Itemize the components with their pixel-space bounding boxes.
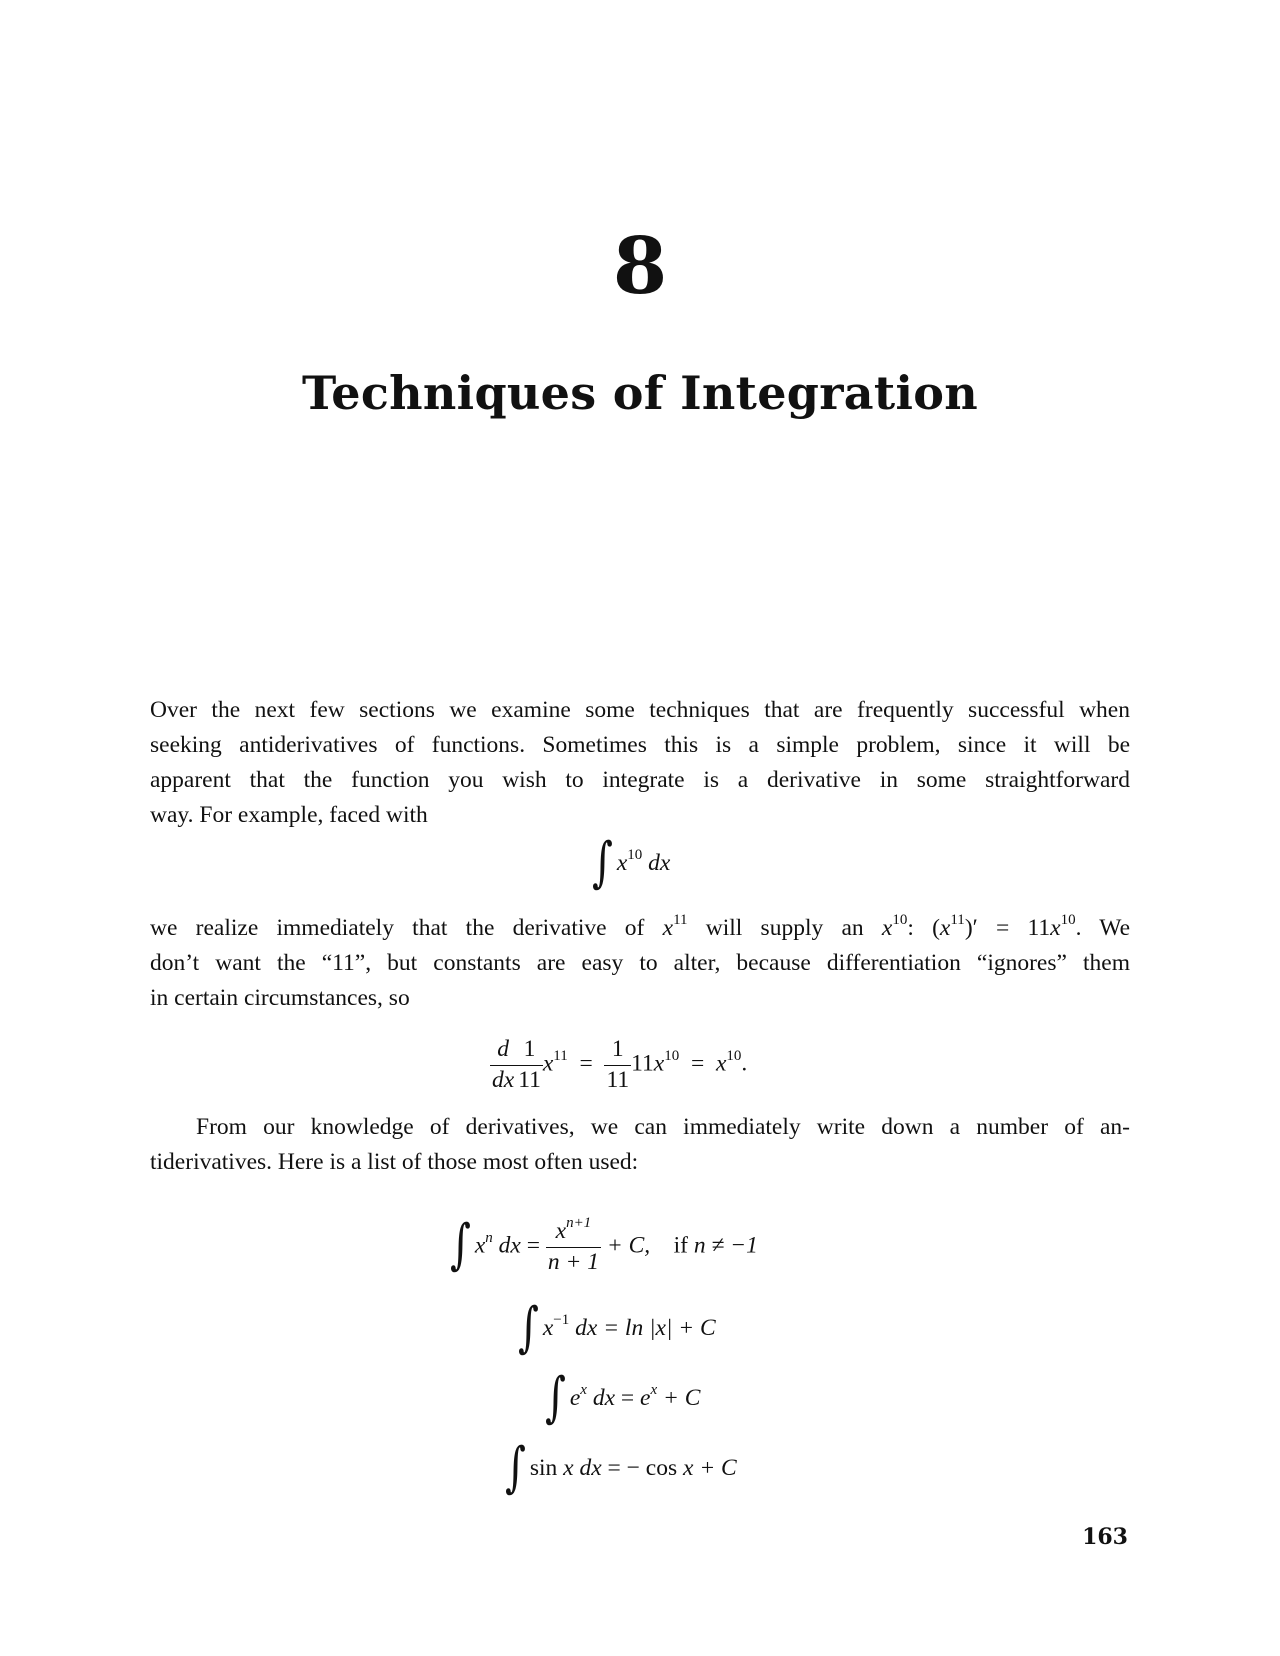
- equals-sign: =: [690, 1050, 705, 1077]
- coefficient: 11: [631, 1050, 654, 1077]
- paragraph-line: [150, 911, 1130, 946]
- formula-rhs: = ln |x| + C: [603, 1315, 716, 1341]
- math-var: e: [640, 1385, 651, 1411]
- paragraph-line: Over the next few sections we examine some techniques that are frequently successful when: [150, 697, 1130, 723]
- math-exponent: x: [650, 1382, 658, 1399]
- chapter-title: Techniques of Integration: [302, 366, 978, 420]
- formula-sine: [505, 1436, 737, 1500]
- math-differential: dx: [498, 1232, 521, 1259]
- math-var: x: [474, 1232, 486, 1259]
- math-var: x: [653, 1050, 665, 1077]
- condition-if: if: [673, 1232, 688, 1259]
- math-differential: dx: [575, 1315, 598, 1341]
- math-exponent: 10: [1060, 912, 1076, 929]
- integral-sign: ∫: [450, 1214, 471, 1277]
- chapter-number: 8: [612, 221, 668, 312]
- equation-derivative: [490, 1038, 747, 1092]
- formula-reciprocal: [518, 1296, 716, 1360]
- math-var: x: [542, 1050, 554, 1077]
- math-var: x: [939, 915, 951, 941]
- function-name: sin: [529, 1455, 558, 1481]
- constant-term: + C: [699, 1455, 737, 1481]
- formula-exponential: [545, 1366, 701, 1430]
- math-exponent: 10: [726, 1047, 742, 1064]
- math-var: x: [1050, 915, 1061, 941]
- period: .: [741, 1050, 748, 1077]
- equals-sign: =: [579, 1050, 593, 1077]
- paragraph-line: apparent that the function you wish to integrate is a derivative in some straightforward: [150, 767, 1130, 793]
- text-run: . We: [1075, 915, 1130, 941]
- text-run: will supply an: [687, 915, 882, 941]
- integral-sign: ∫: [545, 1366, 566, 1430]
- math-exponent: 11: [553, 1047, 568, 1064]
- math-var: x: [715, 1050, 727, 1077]
- equals-sign: =: [620, 1385, 635, 1411]
- math-exponent: 11: [673, 912, 688, 929]
- paragraph-line: From our knowledge of derivatives, we can immediately write down a number of an-: [196, 1114, 1130, 1140]
- math-var: x: [881, 915, 893, 941]
- math-exponent: 10: [627, 847, 643, 864]
- fraction-one-eleven: [604, 1038, 631, 1092]
- fraction-denominator: n + 1: [547, 1248, 599, 1275]
- math-var: x: [555, 1218, 567, 1244]
- fraction-power: [546, 1215, 601, 1275]
- fraction-one-eleven: [516, 1038, 543, 1092]
- paragraph-line: don’t want the “11”, but constants are easy to alter, because differentiation “ignores” them: [150, 950, 1130, 976]
- fraction-numerator: d: [490, 1038, 516, 1066]
- math-var: e: [569, 1385, 581, 1411]
- math-var: x: [662, 915, 674, 941]
- math-exponent: −1: [553, 1312, 570, 1329]
- integral-sign: ∫: [518, 1296, 539, 1360]
- text-run: we realize immediately that the derivative of: [150, 915, 663, 941]
- fraction-d-dx: [490, 1038, 516, 1092]
- text-run: : (: [907, 915, 940, 941]
- formula-power-rule: [450, 1214, 758, 1277]
- integral-sign: ∫: [505, 1436, 526, 1500]
- intro-paragraph: [150, 693, 1130, 833]
- fraction-numerator: 1: [604, 1038, 631, 1066]
- condition: n ≠ −1: [693, 1232, 758, 1259]
- antiderivatives-paragraph: [150, 1110, 1130, 1180]
- fraction-denominator: 11: [606, 1066, 630, 1093]
- math-exponent: n+1: [566, 1215, 592, 1232]
- math-var: x: [616, 850, 628, 876]
- math-exponent: n: [485, 1229, 493, 1246]
- math-exponent: 10: [892, 912, 908, 929]
- page-number: 163: [1082, 1524, 1128, 1550]
- derivative-paragraph: [150, 911, 1130, 1016]
- math-differential: dx: [579, 1455, 602, 1481]
- constant-term: + C,: [606, 1232, 651, 1259]
- math-exponent: x: [580, 1382, 587, 1399]
- text-run: )′ = 11: [964, 915, 1051, 941]
- math-exponent: 11: [950, 912, 965, 929]
- math-var: x: [542, 1315, 554, 1341]
- formula-rhs: = − cos: [607, 1455, 678, 1481]
- constant-term: + C: [663, 1385, 701, 1411]
- math-exponent: 10: [664, 1047, 680, 1064]
- integral-sign: ∫: [592, 831, 613, 895]
- math-differential: dx: [592, 1385, 616, 1411]
- equation-integral-x10: [592, 831, 671, 895]
- fraction-numerator: 1: [516, 1038, 543, 1066]
- equals-sign: =: [526, 1232, 540, 1259]
- paragraph-line: in certain circumstances, so: [150, 985, 410, 1011]
- math-var: x: [563, 1455, 574, 1481]
- fraction-denominator: 11: [518, 1066, 541, 1093]
- fraction-denominator: dx: [492, 1066, 515, 1093]
- paragraph-line: way. For example, faced with: [150, 802, 428, 828]
- math-var: x: [683, 1455, 694, 1481]
- math-differential: dx: [648, 850, 671, 876]
- fraction-numerator: [546, 1215, 601, 1248]
- paragraph-line: seeking antiderivatives of functions. Sometimes this is a simple problem, since it will be: [150, 732, 1130, 758]
- paragraph-line: tiderivatives. Here is a list of those most often used:: [150, 1149, 639, 1175]
